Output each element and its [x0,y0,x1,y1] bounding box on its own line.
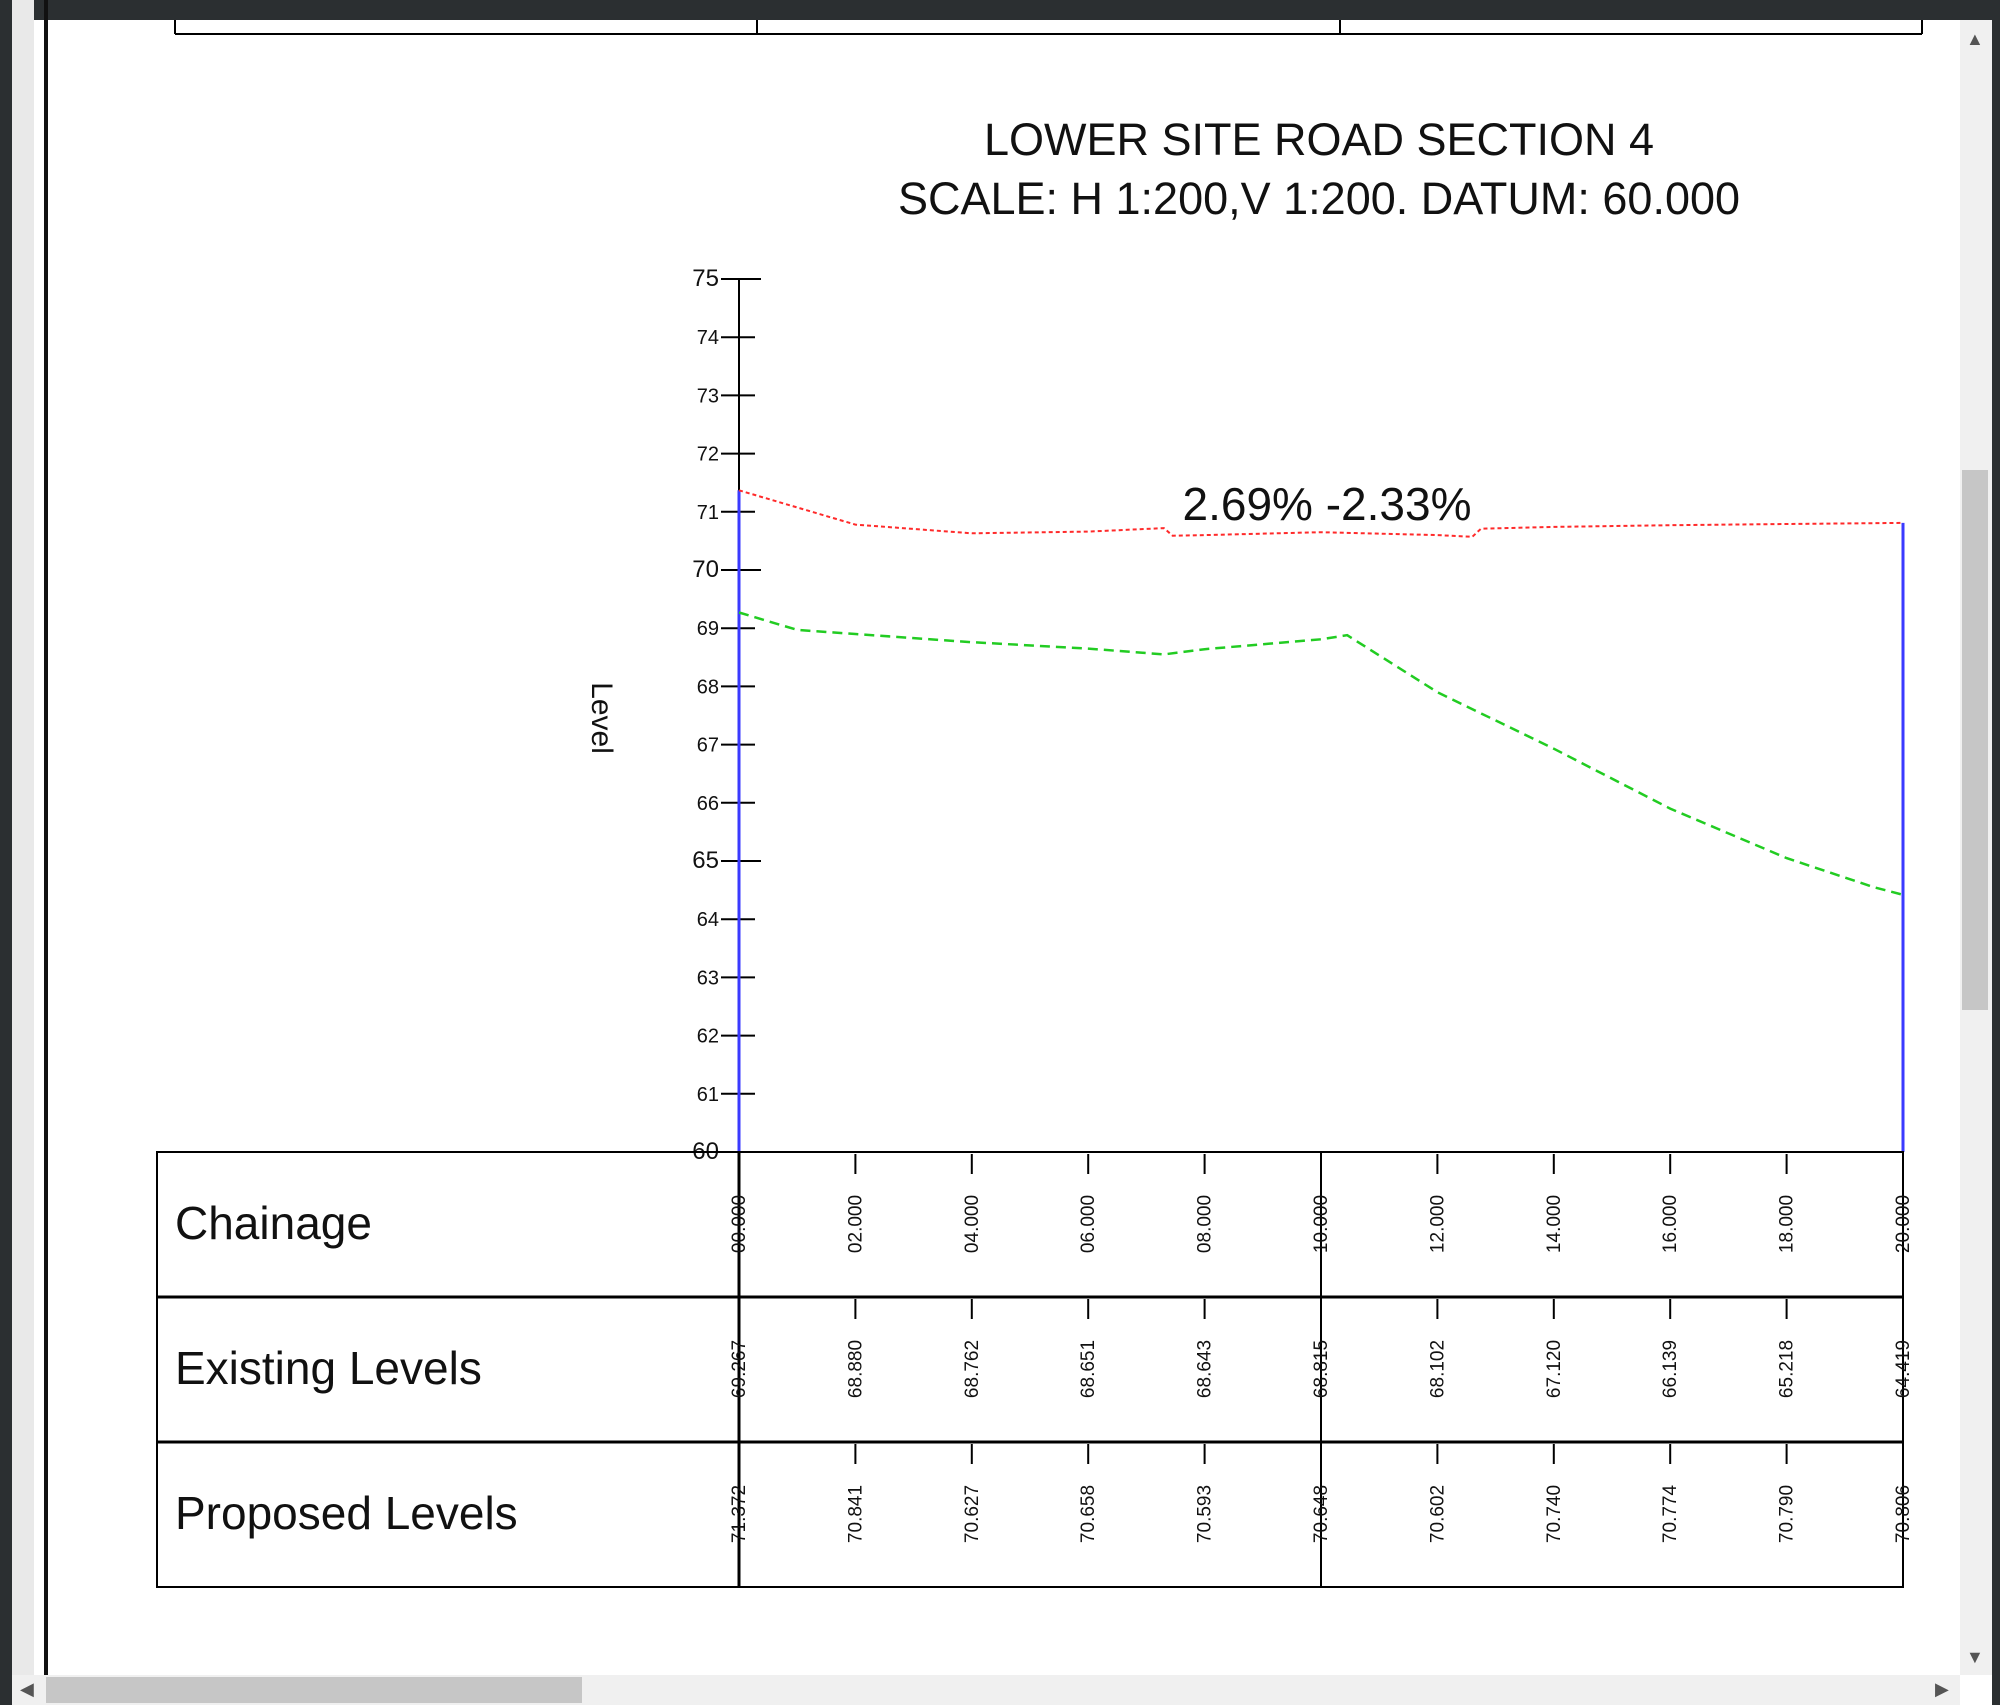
chart-title: LOWER SITE ROAD SECTION 4 [983,114,1655,165]
plot-area [739,490,1903,1152]
row-value: 68.880 [845,1339,867,1399]
y-tick-label: 67 [696,734,719,757]
y-tick-label: 72 [696,443,719,466]
row-value: 68.102 [1427,1339,1449,1399]
row-value: 70.593 [1194,1484,1216,1544]
y-tick-label: 61 [696,1083,719,1106]
y-tick-label: 73 [696,385,719,408]
row-value: 68.643 [1194,1339,1216,1399]
row-value: 68.762 [961,1339,983,1399]
row-value: 70.602 [1427,1484,1449,1544]
row-value: 70.841 [845,1484,867,1544]
chart-subtitle: SCALE: H 1:200,V 1:200. DATUM: 60.000 [897,173,1741,224]
row-value: 64.419 [1893,1339,1914,1399]
existing-levels-line [739,613,1903,895]
row-value: 70.790 [1776,1484,1798,1544]
row-label: Chainage [175,1197,372,1249]
row-value: 08.000 [1194,1194,1216,1254]
scroll-right-arrow-icon[interactable]: ▶ [1935,1679,1949,1699]
horizontal-scroll-thumb[interactable] [46,1677,582,1703]
scroll-up-arrow-icon[interactable]: ▲ [1966,29,1984,49]
row-value: 10.000 [1311,1194,1332,1254]
y-tick-label: 74 [696,327,719,350]
profile-table [157,1152,1914,1587]
row-value: 71.372 [729,1484,750,1544]
vertical-scroll-thumb[interactable] [1962,470,1988,1010]
grade-annotation: 2.69% -2.33% [1182,478,1472,530]
row-value: 16.000 [1660,1194,1682,1254]
row-value: 70.806 [1893,1484,1914,1544]
y-tick-label: 62 [696,1025,719,1048]
y-tick-label: 66 [696,792,719,815]
row-value: 68.815 [1311,1339,1332,1399]
y-tick-label: 75 [692,265,719,292]
row-value: 06.000 [1078,1194,1100,1254]
row-value: 70.774 [1660,1484,1682,1544]
row-value: 14.000 [1543,1194,1565,1254]
y-tick-label: 60 [692,1138,719,1165]
y-tick-label: 69 [696,618,719,641]
row-value: 18.000 [1776,1194,1798,1254]
scroll-down-arrow-icon[interactable]: ▼ [1966,1647,1984,1667]
row-value: 67.120 [1543,1339,1565,1399]
row-value: 20.000 [1893,1194,1914,1254]
row-label: Existing Levels [175,1342,482,1394]
y-tick-label: 64 [696,909,719,932]
row-value: 00.000 [729,1194,750,1254]
row-value: 69.267 [729,1339,750,1399]
row-value: 70.658 [1078,1484,1100,1544]
sheet-top-frame [175,20,1922,34]
y-tick-label: 70 [692,556,719,583]
y-tick-label: 71 [696,501,719,524]
row-label: Proposed Levels [175,1487,518,1539]
row-value: 70.648 [1311,1484,1332,1544]
row-value: 70.740 [1543,1484,1565,1544]
row-value: 66.139 [1660,1339,1682,1399]
y-tick-label: 63 [696,967,719,990]
row-value: 02.000 [845,1194,867,1254]
scroll-left-arrow-icon[interactable]: ◀ [20,1679,34,1699]
row-value: 65.218 [1776,1339,1798,1399]
row-value: 04.000 [961,1194,983,1254]
y-axis-label: Level [585,682,618,754]
y-tick-label: 65 [692,847,719,874]
row-value: 12.000 [1427,1194,1449,1254]
row-value: 68.651 [1078,1339,1100,1399]
row-value: 70.627 [961,1484,983,1544]
y-axis [692,265,761,1165]
y-tick-label: 68 [696,676,719,699]
